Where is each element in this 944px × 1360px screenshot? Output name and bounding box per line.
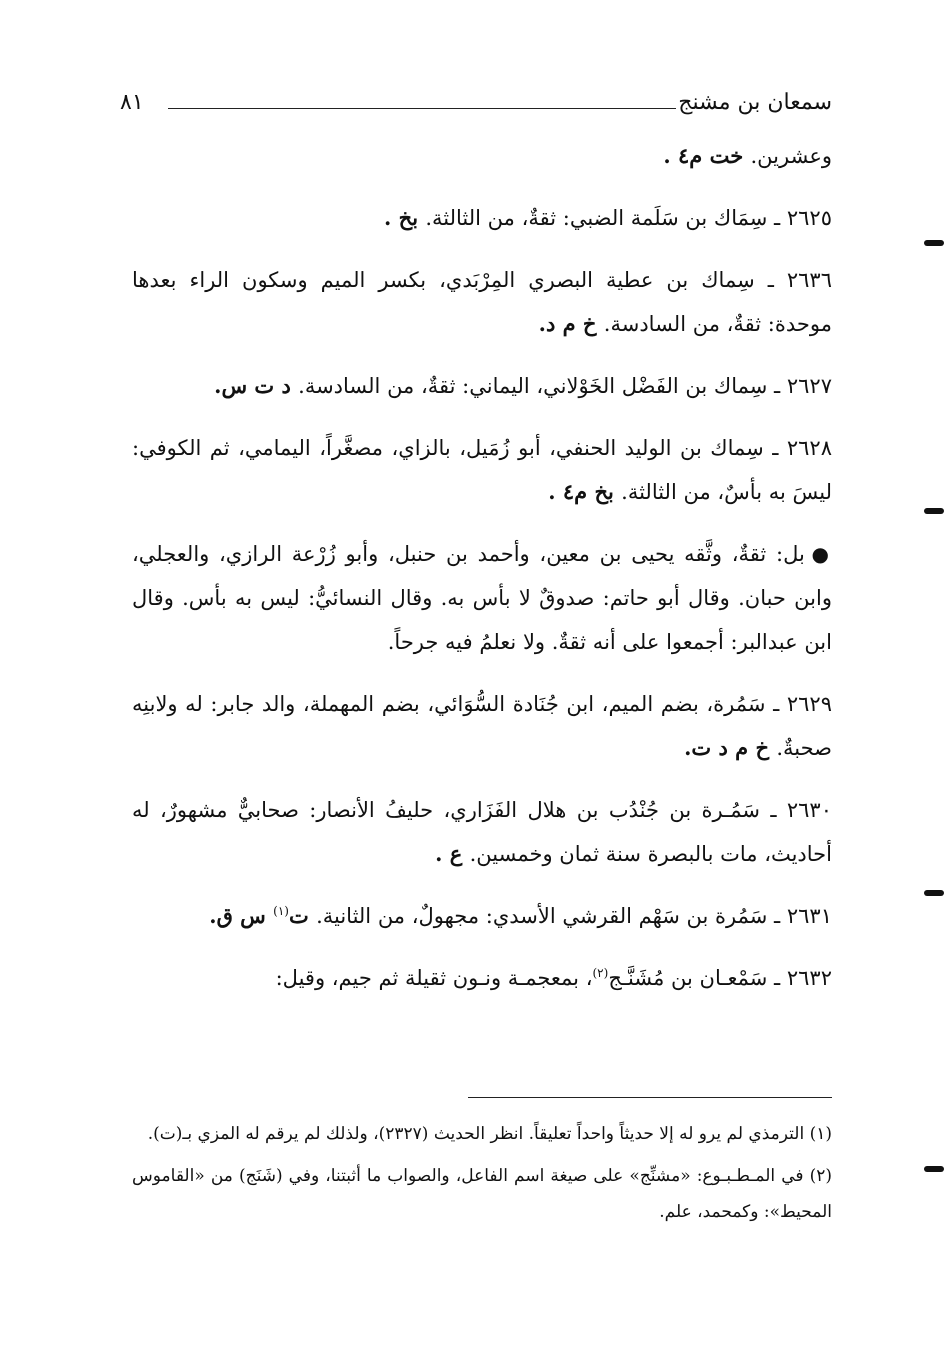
header-rule: [168, 108, 676, 109]
scan-margin-mark: [924, 1166, 944, 1172]
header-title: سمعان بن مشنج: [678, 90, 832, 115]
entry-codes: ت: [288, 903, 317, 928]
entry-codes: بخ م٤ .: [548, 479, 622, 504]
footnote-1: (١) الترمذي لم يرو له إلا حديثاً واحداً تعليقاً. انظر الحديث (٢٣٢٧)، ولذلك لم يرقم له المزي بـ(ت).: [147, 1124, 832, 1144]
entry-2630: ٢٦٣٠ ـ سَمُـرة بن جُنْدُب بن هلال الفَزَاري، حليفُ الأنصار: صحابيٌّ مشهورٌ، له أحاديث، مات بالبصرة سنة ثمان وخمسين. ع .: [132, 798, 832, 866]
entry-codes: خت م٤ .: [663, 143, 751, 168]
scan-margin-mark: [924, 240, 944, 246]
entry-2631: ٢٦٣١ ـ سَمُرة بن سَهْم القرشي الأسدي: مجهولٌ، من الثانية. ت$^{(١)}$ س ق.: [209, 903, 832, 928]
entry-codes: س ق.: [209, 903, 274, 928]
entry-codes: خ م د.: [538, 311, 604, 336]
footnote-separator: [468, 1097, 832, 1098]
entry-codes: بخ .: [384, 205, 426, 230]
entry-2629: ٢٦٢٩ ـ سَمُرة، بضم الميم، ابن جُنَادة السُّوَائي، بضم المهملة، والد جابر: له ولابنِه صحبةٌ. خ م د ت.: [132, 692, 832, 760]
entry-codes: ع .: [435, 841, 470, 866]
entry-2628: ٢٦٢٨ ـ سِماك بن الوليد الحنفي، أبو زُمَيل، بالزاي، مصغَّراً، اليمامي، ثم الكوفي: ليسَ به بأسٌ، من الثالثة. بخ م٤ .: [132, 436, 832, 504]
entry-2625: ٢٦٢٥ ـ سِمَاك بن سَلَمة الضبي: ثقةٌ، من الثالثة. بخ .: [384, 205, 832, 230]
main-text: [132, 134, 832, 1018]
page-number: ٨١: [120, 90, 144, 115]
entry-2636: ٢٦٣٦ ـ سِماك بن عطية البصري المِرْبَدي، بكسر الميم وسكون الراء بعدها موحدة: ثقةٌ، من السادسة. خ م د.: [132, 268, 832, 336]
entry-continuation: وعشرين. خت م٤ .: [663, 143, 832, 168]
entry-2627: ٢٦٢٧ ـ سِماك بن الفَضْل الخَوْلاني، اليماني: ثقةٌ، من السادسة. د ت س.: [214, 373, 832, 398]
footnote-2: (٢) في المـطـبـوع: «مشنِّج» على صيغة اسم الفاعل، والصواب ما أثبتنا، وفي (شَنَج) من «القاموس المحيط»: وكمحمد، علم.: [132, 1166, 832, 1222]
footnotes: [132, 1116, 832, 1236]
entry-2632: ٢٦٣٢ ـ سَمْعـان بن مُشَنَّـج$^{(٢)}$، بمعجمـة ونـون ثقيلة ثم جيم، وقيل:: [275, 966, 832, 990]
scan-margin-mark: [924, 508, 944, 514]
editor-comment: ● بل: ثقةٌ، وثَّقه يحيى بن معين، وأحمد بن حنبل، وأبو زُرْعة الرازي، والعجلي، وابن حبان. وقال أبو حاتم: صدوقٌ لا بأس به. وقال النسائيُّ: ليس به بأس. وقال ابن عبدالبر: أجمعوا على أنه ثقةٌ. ولا نعلمُ فيه جرحاً.: [132, 542, 833, 654]
bullet-icon: ●: [811, 542, 833, 566]
entry-codes: خ م د ت.: [684, 735, 777, 760]
running-header: [120, 88, 832, 120]
scan-margin-mark: [924, 890, 944, 896]
footnote-ref[interactable]: (١): [273, 904, 289, 918]
entry-codes: د ت س.: [214, 373, 299, 398]
footnote-ref[interactable]: (٢): [592, 966, 609, 980]
